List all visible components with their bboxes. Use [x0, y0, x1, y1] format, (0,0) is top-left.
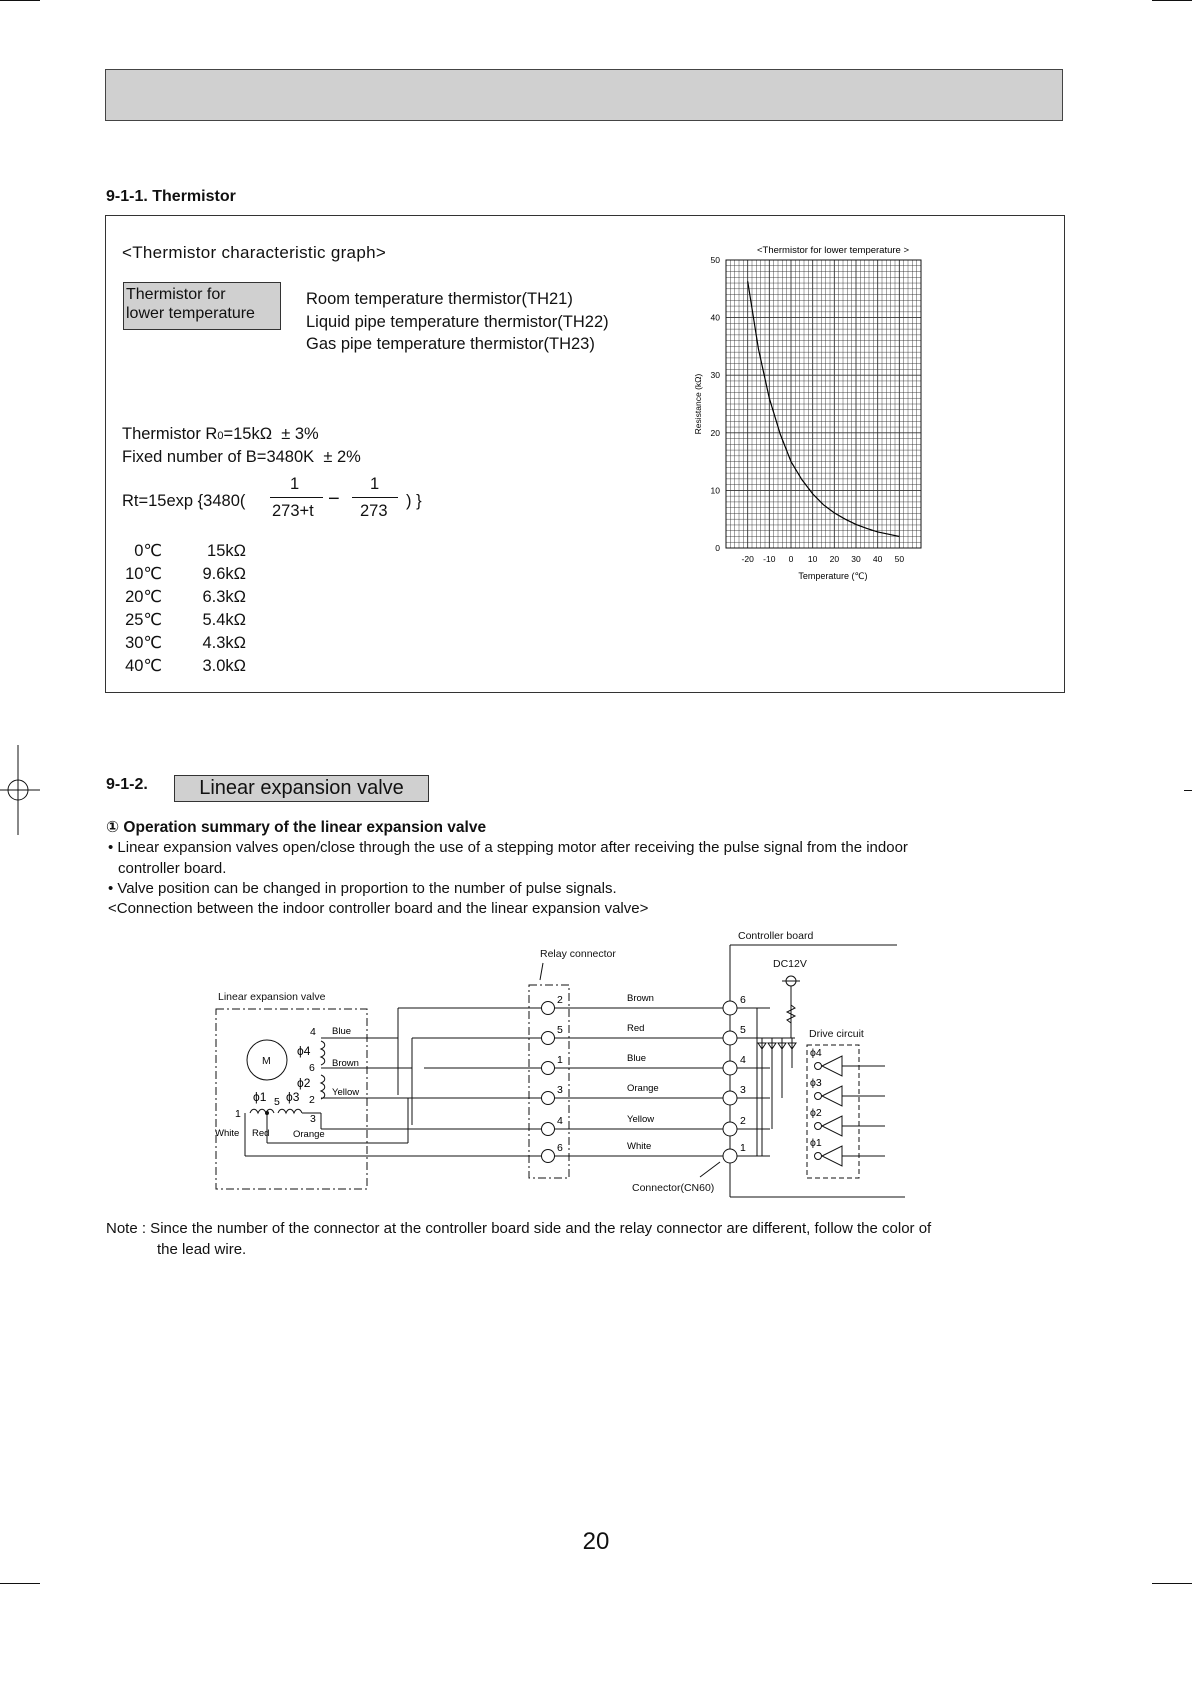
table-res: 9.6kΩ [202, 565, 246, 583]
table-temp: 10℃ [125, 565, 162, 583]
formula-left: Rt=15exp {3480( [122, 492, 246, 510]
board-pin [723, 1122, 737, 1136]
wire-color-label: White [627, 1141, 652, 1152]
fraction-bar [352, 497, 398, 498]
bullet-2: • Valve position can be changed in proportion to the number of pulse signals. [108, 880, 617, 897]
valve-phase-label: ϕ3 [286, 1090, 300, 1104]
thermistor-chart [690, 238, 950, 588]
b-constant-line: Fixed number of B=3480K ± 2% [122, 448, 361, 466]
thermistor-th21: Room temperature thermistor(TH21) [306, 290, 573, 308]
driver-triangle [822, 1086, 842, 1106]
thermistor-th22: Liquid pipe temperature thermistor(TH22) [306, 312, 609, 331]
r0-suffix: =15kΩ ± 3% [223, 425, 319, 443]
wire-color-label: Yellow [627, 1114, 655, 1125]
table-row [122, 563, 246, 586]
formula-den2: 273 [360, 502, 388, 520]
driver-triangle [822, 1146, 842, 1166]
registration-mark [0, 745, 40, 835]
crop-mark [1152, 0, 1192, 1]
formula-num1: 1 [290, 475, 300, 493]
chart-x-tick-label: 50 [894, 554, 905, 564]
crop-mark [0, 0, 40, 1]
board-pin [723, 1031, 737, 1045]
lower-temp-line1: Thermistor for [126, 286, 226, 303]
motor-label: M [262, 1055, 271, 1067]
crop-mark [1152, 1583, 1192, 1584]
valve-phase-label: ϕ4 [297, 1044, 311, 1058]
chart-y-tick-label: 10 [710, 485, 720, 496]
board-pin-number: 1 [740, 1142, 746, 1154]
chart-y-tick-label: 30 [710, 370, 720, 381]
driver-triangle [822, 1056, 842, 1076]
chart-ticks [711, 255, 905, 564]
drive-circuit-label: Drive circuit [809, 1028, 864, 1040]
table-temp: 40℃ [125, 657, 162, 675]
crop-mark [1184, 790, 1192, 791]
table-row [122, 609, 246, 632]
valve-wire-label: Yellow [332, 1087, 360, 1098]
drive-node [815, 1063, 822, 1070]
section-title: 9-1-1. Thermistor [106, 188, 236, 205]
chart-series-line [748, 281, 900, 536]
header-bar [105, 69, 1063, 121]
board-pin [723, 1149, 737, 1163]
cn60-pointer [700, 1162, 720, 1177]
table-row [122, 540, 246, 563]
connection-caption: <Connection between the indoor controller board and the linear expansion valve> [108, 900, 649, 917]
valve-phase-label: ϕ1 [253, 1090, 267, 1104]
table-temp: 20℃ [125, 588, 162, 606]
note-line-2: the lead wire. [157, 1241, 247, 1258]
wiring-diagram [205, 925, 915, 1205]
section2-title: Linear expansion valve [174, 775, 429, 802]
drive-node [815, 1153, 822, 1160]
controller-board-label: Controller board [738, 930, 814, 942]
valve-phase-label: ϕ2 [297, 1076, 311, 1090]
table-res: 4.3kΩ [202, 634, 246, 652]
junction-dot [265, 1111, 269, 1115]
valve-pin-number: 4 [310, 1026, 316, 1038]
bullet-1-cont: controller board. [118, 860, 227, 877]
table-temp: 30℃ [125, 634, 162, 652]
board-pin-number: 4 [740, 1054, 746, 1066]
valve-pin-number: 5 [274, 1096, 280, 1108]
table-row [122, 632, 246, 655]
chart-y-tick-label: 50 [710, 255, 720, 265]
drive-phase-label: ϕ2 [810, 1107, 822, 1119]
chart-x-tick-label: 30 [851, 554, 861, 564]
relay-pin [542, 1002, 555, 1015]
formula-num2: 1 [370, 475, 380, 493]
relay-pointer [540, 963, 543, 980]
valve-wire-label: Orange [293, 1129, 325, 1140]
section2-number: 9-1-2. [106, 776, 148, 793]
wire-color-label: Red [627, 1023, 645, 1034]
thermistor-list [306, 288, 609, 356]
relay-pin-number: 3 [557, 1084, 563, 1096]
table-res: 15kΩ [207, 542, 246, 560]
valve-pin-number: 2 [309, 1094, 315, 1106]
graph-caption: <Thermistor characteristic graph> [122, 243, 387, 262]
wire-color-label: Brown [627, 993, 654, 1004]
valve-pin-number: 6 [309, 1062, 315, 1074]
dc12v-label: DC12V [773, 958, 807, 970]
chart-x-tick-label: -10 [763, 554, 776, 564]
chart-y-tick-label: 20 [710, 427, 720, 438]
chart-x-tick-label: 20 [829, 554, 840, 564]
r0-prefix: Thermistor R [122, 425, 218, 443]
table-temp: 25℃ [125, 611, 162, 629]
r0-sub: 0 [217, 430, 224, 442]
board-pin [723, 1001, 737, 1015]
formula-minus: − [328, 488, 340, 510]
note-line-1: Note : Since the number of the connector at the controller board side and the relay connector are different, follow the color of [106, 1220, 932, 1237]
crop-mark [0, 1583, 40, 1584]
coil-phi3 [278, 1109, 302, 1113]
relay-pin [542, 1032, 555, 1045]
table-res: 6.3kΩ [202, 588, 246, 606]
table-temp: 0℃ [134, 542, 162, 560]
page-number: 20 [582, 1528, 610, 1555]
relay-pin-number: 1 [557, 1054, 563, 1066]
table-res: 3.0kΩ [202, 657, 246, 675]
coil-phi1 [250, 1109, 274, 1113]
operation-summary-heading: ① Operation summary of the linear expansion valve [106, 819, 487, 836]
chart-x-tick-label: 40 [872, 554, 883, 564]
driver-triangle [822, 1116, 842, 1136]
table-res: 5.4kΩ [202, 611, 246, 629]
fraction-bar [270, 497, 323, 498]
resistance-table [122, 540, 246, 678]
relay-pin [542, 1150, 555, 1163]
formula-den1: 273+t [272, 502, 314, 520]
chart-ylabel: Resistance (kΩ) [693, 373, 703, 435]
relay-pin-number: 5 [557, 1024, 563, 1036]
relay-connector-label: Relay connector [540, 948, 616, 960]
table-row [122, 655, 246, 678]
relay-pin-number: 2 [557, 994, 563, 1006]
relay-pin-number: 6 [557, 1142, 563, 1154]
lower-temp-line2: lower temperature [126, 305, 255, 322]
chart-x-tick-label: 0 [788, 554, 794, 564]
table-row [122, 586, 246, 609]
bullet-1: • Linear expansion valves open/close through the use of a stepping motor after receiving the pulse signal from the indoor [108, 839, 908, 856]
board-pin-number: 6 [740, 994, 746, 1006]
wire-color-label: Orange [627, 1083, 659, 1094]
lower-temp-label [123, 282, 281, 330]
board-pin [723, 1091, 737, 1105]
relay-pin [542, 1123, 555, 1136]
valve-wire-label: Brown [332, 1058, 359, 1069]
coil-phi4 [321, 1041, 325, 1065]
chart-y-tick-label: 0 [715, 543, 720, 553]
drive-phase-label: ϕ3 [810, 1077, 822, 1089]
valve-wire-label: Blue [332, 1026, 352, 1037]
relay-pin [542, 1092, 555, 1105]
chart-xlabel: Temperature (℃) [798, 571, 868, 581]
relay-pin-number: 4 [557, 1115, 563, 1127]
wire-color-label: Blue [627, 1053, 647, 1064]
connector-cn60-label: Connector(CN60) [632, 1182, 715, 1194]
linear-valve-label: Linear expansion valve [218, 991, 326, 1003]
drive-node [815, 1093, 822, 1100]
chart-x-tick-label: 10 [807, 554, 818, 564]
drive-phase-label: ϕ1 [810, 1137, 822, 1149]
formula-right: ) } [406, 492, 422, 510]
board-pin-number: 3 [740, 1084, 746, 1096]
board-pin-number: 2 [740, 1115, 746, 1127]
valve-wire-label: White [215, 1128, 240, 1139]
chart-y-tick-label: 40 [710, 312, 720, 323]
board-pin-number: 5 [740, 1024, 746, 1036]
drive-node [815, 1123, 822, 1130]
chart-title: <Thermistor for lower temperature > [756, 245, 910, 256]
relay-pin [542, 1062, 555, 1075]
valve-pin-number: 3 [310, 1113, 316, 1125]
coil-phi2 [321, 1075, 325, 1099]
chart-x-tick-label: -20 [741, 554, 754, 564]
thermistor-th23: Gas pipe temperature thermistor(TH23) [306, 335, 595, 353]
drive-phase-label: ϕ4 [810, 1047, 822, 1059]
r0-line [122, 425, 319, 444]
valve-wire-label: Red [252, 1128, 270, 1139]
board-pin [723, 1061, 737, 1075]
valve-pin-number: 1 [235, 1108, 241, 1120]
